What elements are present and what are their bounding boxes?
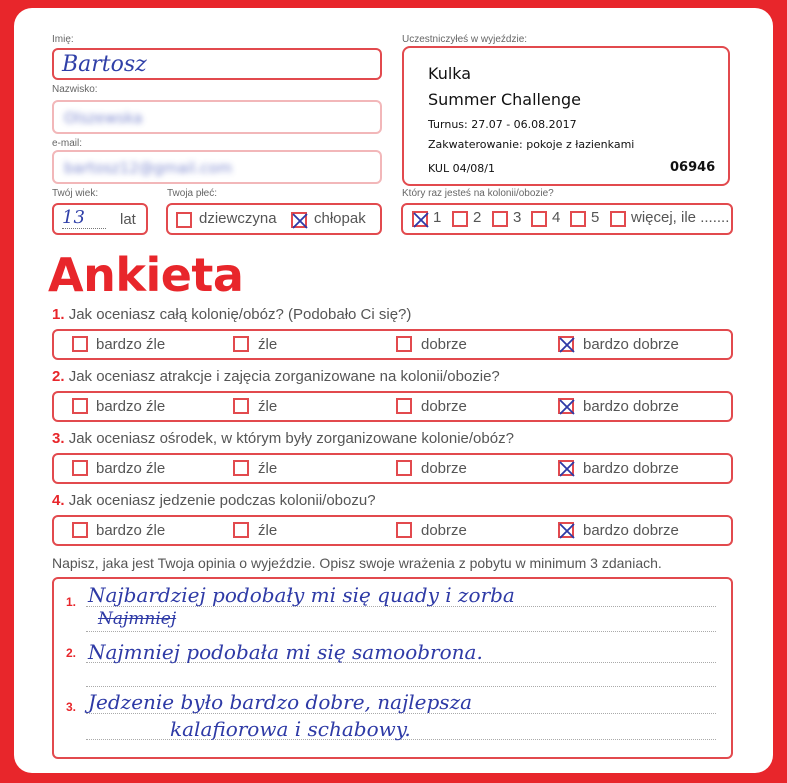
question-2-text: Jak oceniasz atrakcje i zajęcia zorganizowane na kolonii/obozie?	[68, 368, 500, 385]
times-checkbox-1[interactable]	[412, 211, 428, 227]
stamp-accommodation: Zakwaterowanie: pokoje z łazienkami	[428, 138, 635, 151]
checkmark-x-icon	[557, 521, 577, 541]
q1-checkbox-very-bad[interactable]	[72, 336, 88, 352]
question-1-text: Jak oceniasz całą kolonię/obóz? (Podobało Ci się?)	[68, 306, 412, 323]
q3-option-good: dobrze	[421, 460, 467, 477]
q4-checkbox-very-bad[interactable]	[72, 522, 88, 538]
q4-option-good: dobrze	[421, 522, 467, 539]
q3-checkbox-bad[interactable]	[233, 460, 249, 476]
times-checkbox-more[interactable]	[610, 211, 626, 227]
q3-checkbox-very-good[interactable]	[558, 460, 574, 476]
opinion-number-1: 1.	[66, 595, 77, 609]
times-option-more: więcej, ile .......	[631, 209, 730, 226]
q2-option-very-bad: bardzo źle	[96, 398, 166, 415]
q1-option-good: dobrze	[421, 336, 467, 353]
question-2-number: 2.	[52, 368, 65, 385]
email-label: e-mail:	[52, 138, 83, 149]
q4-option-very-good: bardzo dobrze	[583, 522, 679, 539]
checkmark-x-icon	[411, 210, 431, 230]
q2-option-bad: źle	[258, 398, 278, 415]
times-option-4: 4	[552, 209, 561, 226]
participant-label: Uczestniczyłeś w wyjeździe:	[402, 34, 528, 45]
question-3	[52, 430, 514, 447]
opinion-prompt: Napisz, jaka jest Twoja opinia o wyjeździe. Opisz swoje wrażenia z pobytu w minimum 3 zdaniach.	[52, 555, 662, 571]
stamp-turnus: Turnus: 27.07 - 06.08.2017	[428, 118, 577, 131]
gender-option-girl: dziewczyna	[199, 210, 277, 227]
q4-checkbox-very-good[interactable]	[558, 522, 574, 538]
q2-checkbox-very-good[interactable]	[558, 398, 574, 414]
stamp-line1: Kulka	[428, 64, 472, 83]
q2-option-good: dobrze	[421, 398, 467, 415]
question-4	[52, 492, 376, 509]
opinion-line-1: Najbardziej podobały mi się quady i zorba	[88, 583, 515, 607]
times-checkbox-4[interactable]	[531, 211, 547, 227]
email-field[interactable]	[52, 150, 382, 184]
name-label: Imię:	[52, 34, 74, 45]
times-option-5: 5	[591, 209, 600, 226]
opinion-rule	[86, 686, 716, 687]
age-value: 13	[62, 207, 106, 229]
gender-checkbox-boy[interactable]	[291, 212, 307, 228]
age-field[interactable]	[52, 203, 148, 235]
checkmark-x-icon	[557, 459, 577, 479]
email-value: bartosz12@gmail.com	[64, 159, 233, 177]
q2-checkbox-bad[interactable]	[233, 398, 249, 414]
q3-checkbox-very-bad[interactable]	[72, 460, 88, 476]
opinion-number-2: 2.	[66, 646, 77, 660]
q2-checkbox-very-bad[interactable]	[72, 398, 88, 414]
opinion-line-3: Jedzenie było bardzo dobre, najlepsza	[88, 690, 473, 714]
q3-checkbox-good[interactable]	[396, 460, 412, 476]
gender-label: Twoja płeć:	[167, 188, 218, 199]
checkmark-x-icon	[290, 211, 310, 231]
q1-checkbox-bad[interactable]	[233, 336, 249, 352]
opinion-number-3: 3.	[66, 700, 77, 714]
question-3-number: 3.	[52, 430, 65, 447]
stamp-line2: Summer Challenge	[428, 90, 581, 109]
question-1	[52, 306, 411, 323]
question-2	[52, 368, 500, 385]
times-option-2: 2	[473, 209, 482, 226]
q2-option-very-good: bardzo dobrze	[583, 398, 679, 415]
q4-checkbox-good[interactable]	[396, 522, 412, 538]
times-checkbox-2[interactable]	[452, 211, 468, 227]
times-option-3: 3	[513, 209, 522, 226]
times-label: Który raz jesteś na kolonii/obozie?	[402, 188, 554, 199]
name-field[interactable]	[52, 48, 382, 80]
opinion-line-crossed: Najmniej	[98, 609, 177, 629]
question-4-number: 4.	[52, 492, 65, 509]
opinion-line-2: Najmniej podobała mi się samoobrona.	[88, 640, 483, 664]
q3-option-very-bad: bardzo źle	[96, 460, 166, 477]
opinion-rule	[86, 631, 716, 632]
q4-option-very-bad: bardzo źle	[96, 522, 166, 539]
gender-option-boy: chłopak	[314, 210, 366, 227]
q4-checkbox-bad[interactable]	[233, 522, 249, 538]
stamp-code: KUL 04/08/1	[428, 162, 495, 175]
camp-stamp	[402, 46, 730, 186]
surname-field[interactable]	[52, 100, 382, 134]
times-checkbox-5[interactable]	[570, 211, 586, 227]
opinion-line-4: kalafiorowa i schabowy.	[170, 717, 411, 741]
q3-option-bad: źle	[258, 460, 278, 477]
q2-checkbox-good[interactable]	[396, 398, 412, 414]
q1-checkbox-good[interactable]	[396, 336, 412, 352]
q3-option-very-good: bardzo dobrze	[583, 460, 679, 477]
name-value: Bartosz	[62, 52, 147, 77]
q4-option-bad: źle	[258, 522, 278, 539]
q1-option-very-good: bardzo dobrze	[583, 336, 679, 353]
checkmark-x-icon	[557, 397, 577, 417]
q1-option-bad: źle	[258, 336, 278, 353]
age-unit: lat	[120, 211, 136, 228]
q1-checkbox-very-good[interactable]	[558, 336, 574, 352]
checkmark-x-icon	[557, 335, 577, 355]
question-3-text: Jak oceniasz ośrodek, w którym były zorganizowane kolonie/obóz?	[68, 430, 514, 447]
survey-title: Ankieta	[48, 248, 244, 302]
question-4-text: Jak oceniasz jedzenie podczas kolonii/obozu?	[68, 492, 376, 509]
times-checkbox-3[interactable]	[492, 211, 508, 227]
age-label: Twój wiek:	[52, 188, 99, 199]
stamp-number: 06946	[670, 160, 716, 175]
surname-value: Olszewska	[64, 109, 143, 127]
q1-option-very-bad: bardzo źle	[96, 336, 166, 353]
times-option-1: 1	[433, 209, 442, 226]
gender-checkbox-girl[interactable]	[176, 212, 192, 228]
question-1-number: 1.	[52, 306, 65, 323]
surname-label: Nazwisko:	[52, 84, 98, 95]
